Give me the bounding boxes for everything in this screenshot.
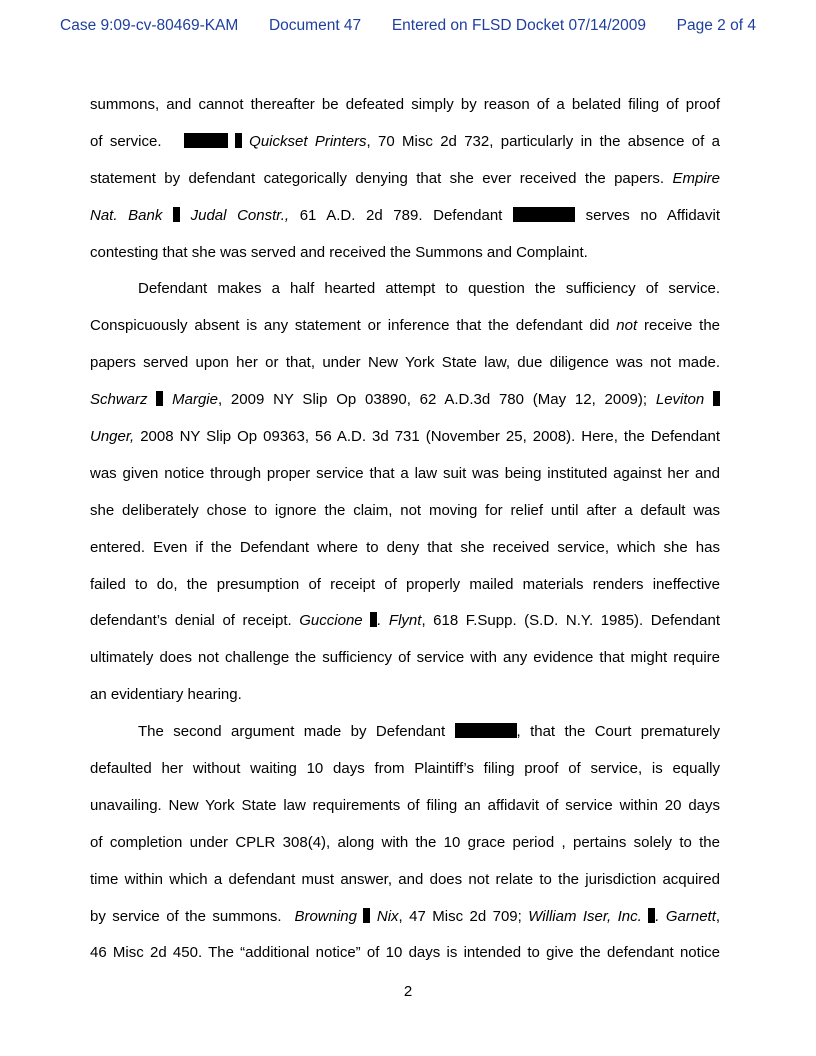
redaction-block — [713, 391, 720, 406]
text-line: of service. Quickset Printers, 70 Misc 2d 732, particularly in the absence of a — [90, 132, 720, 150]
text-line: statement by defendant categorically denying that she ever received the papers. Empire — [90, 169, 721, 187]
text-line: contesting that she was served and received the Summons and Complaint. — [90, 243, 588, 261]
text-line: ultimately does not challenge the sufficiency of service with any evidence that might require — [90, 649, 720, 667]
text-line: summons, and cannot thereafter be defeated simply by reason of a belated filing of proof — [90, 96, 720, 113]
redaction-block — [455, 723, 517, 738]
redaction-block — [173, 207, 180, 222]
docket-entry-date: Entered on FLSD Docket 07/14/2009 — [391, 17, 647, 34]
text-line: defaulted her without waiting 10 days from Plaintiff’s filing proof of service, is equally — [90, 760, 720, 778]
redaction-block — [235, 133, 242, 148]
text-line: 46 Misc 2d 450. The “additional notice” of 10 days is intended to give the defendant notice — [90, 944, 720, 962]
text-line: defendant’s denial of receipt. Guccione . Flynt, 618 F.Supp. (S.D. N.Y. 1985). Defendant — [90, 612, 720, 630]
text-line: failed to do, the presumption of receipt of properly mailed materials renders ineffective — [90, 575, 720, 593]
text-line: Unger, 2008 NY Slip Op 09363, 56 A.D. 3d 731 (November 25, 2008). Here, the Defendant — [90, 428, 720, 446]
text-line: Defendant makes a half hearted attempt to question the sufficiency of service. — [138, 280, 720, 298]
text-line: Nat. Bank Judal Constr., 61 A.D. 2d 789. Defendant serves no Affidavit — [90, 206, 721, 224]
redaction-block — [363, 908, 370, 923]
text-line: of completion under CPLR 308(4), along with the 10 grace period , pertains solely to the — [90, 833, 720, 851]
text-line: she deliberately chose to ignore the claim, not moving for relief until after a default was — [90, 501, 720, 519]
document-number: Document 47 — [268, 17, 362, 34]
docket-header — [60, 17, 756, 35]
redaction-block — [156, 391, 163, 406]
text-line: Conspicuously absent is any statement or inference that the defendant did not receive the — [90, 317, 721, 335]
case-number: Case 9:09-cv-80469-KAM — [60, 17, 239, 34]
text-line: time within which a defendant must answer, and does not relate to the jurisdiction acquired — [90, 870, 720, 888]
page-indicator: Page 2 of 4 — [676, 17, 756, 34]
redaction-block — [184, 133, 228, 148]
text-line: papers served upon her or that, under New York State law, due diligence was not made. — [90, 354, 720, 372]
document-body — [90, 87, 720, 972]
page-number: 2 — [403, 983, 413, 1000]
text-line: an evidentiary hearing. — [90, 686, 242, 704]
text-line: entered. Even if the Defendant where to deny that she received service, which she has — [90, 538, 720, 556]
text-line: Schwarz Margie, 2009 NY Slip Op 03890, 62 A.D.3d 780 (May 12, 2009); Leviton — [90, 382, 720, 419]
text-line: by service of the summons. Browning Nix, 47 Misc 2d 709; William Iser, Inc. . Garnett, — [90, 907, 721, 925]
text-line: The second argument made by Defendant , that the Court prematurely — [138, 723, 720, 741]
redaction-block — [513, 207, 575, 222]
text-line: was given notice through proper service that a law suit was being instituted against her and — [90, 464, 720, 482]
text-line: unavailing. New York State law requirements of filing an affidavit of service within 20 days — [90, 796, 720, 814]
